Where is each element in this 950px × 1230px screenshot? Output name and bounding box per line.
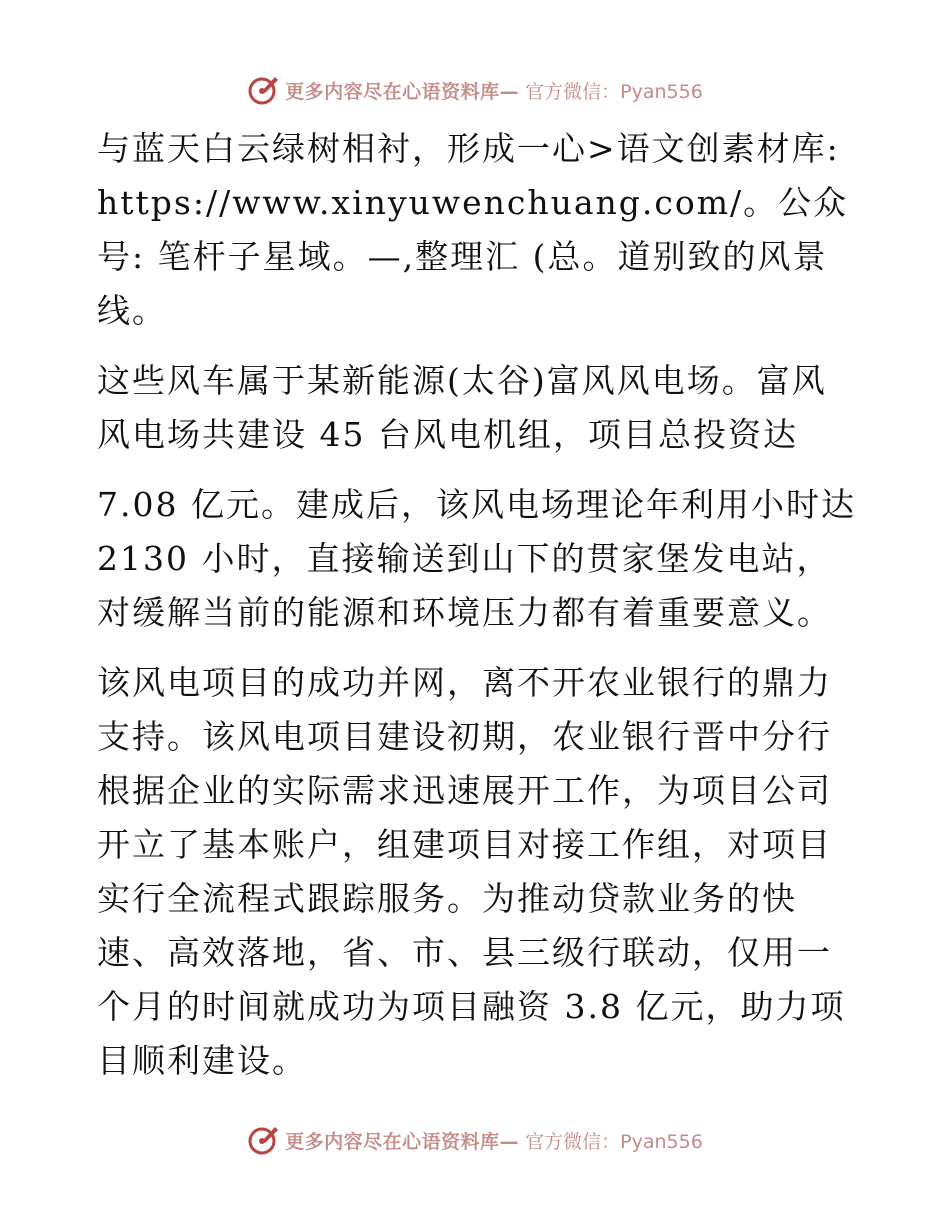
- watermark-contact: 官方微信：Pyan556: [525, 1130, 703, 1153]
- footer-watermark: [0, 1120, 950, 1160]
- document-body: [97, 122, 857, 1088]
- paragraph-3: 7.08 亿元。建成后，该风电场理论年利用小时达 2130 小时，直接输送到山下的贯家堡发电站，对缓解当前的能源和环境压力都有着重要意义。: [97, 485, 856, 632]
- paragraph-2: 这些风车属于某新能源(太谷)富风风电场。富风风电场共建设 45 台风电机组，项目总投资达: [97, 361, 827, 454]
- paragraph-1: 与蓝天白云绿树相衬，形成一心>语文创素材库: https://www.xinyuwenchuang.com/。公众号: 笔杆子星域。—,整理汇 (总。道别致的风景线。: [97, 129, 849, 330]
- watermark-contact: 官方微信：Pyan556: [525, 80, 703, 103]
- pen-logo-icon: [247, 1124, 279, 1156]
- paragraph-4: 该风电项目的成功并网，离不开农业银行的鼎力支持。该风电项目建设初期，农业银行晋中分行根据企业的实际需求迅速展开工作，为项目公司开立了基本账户，组建项目对接工作组，对项目实行全流程式跟踪服务。为推动贷款业务的快速、高效落地，省、市、县三级行联动，仅用一个月的时间就成功为项目融资 3.8 亿元，助力项目顺利建设。: [97, 663, 846, 1080]
- pen-logo-icon: [247, 74, 279, 106]
- watermark-text: 更多内容尽在心语资料库—: [285, 1130, 520, 1153]
- watermark-text: 更多内容尽在心语资料库—: [285, 80, 520, 103]
- header-watermark: [0, 70, 950, 110]
